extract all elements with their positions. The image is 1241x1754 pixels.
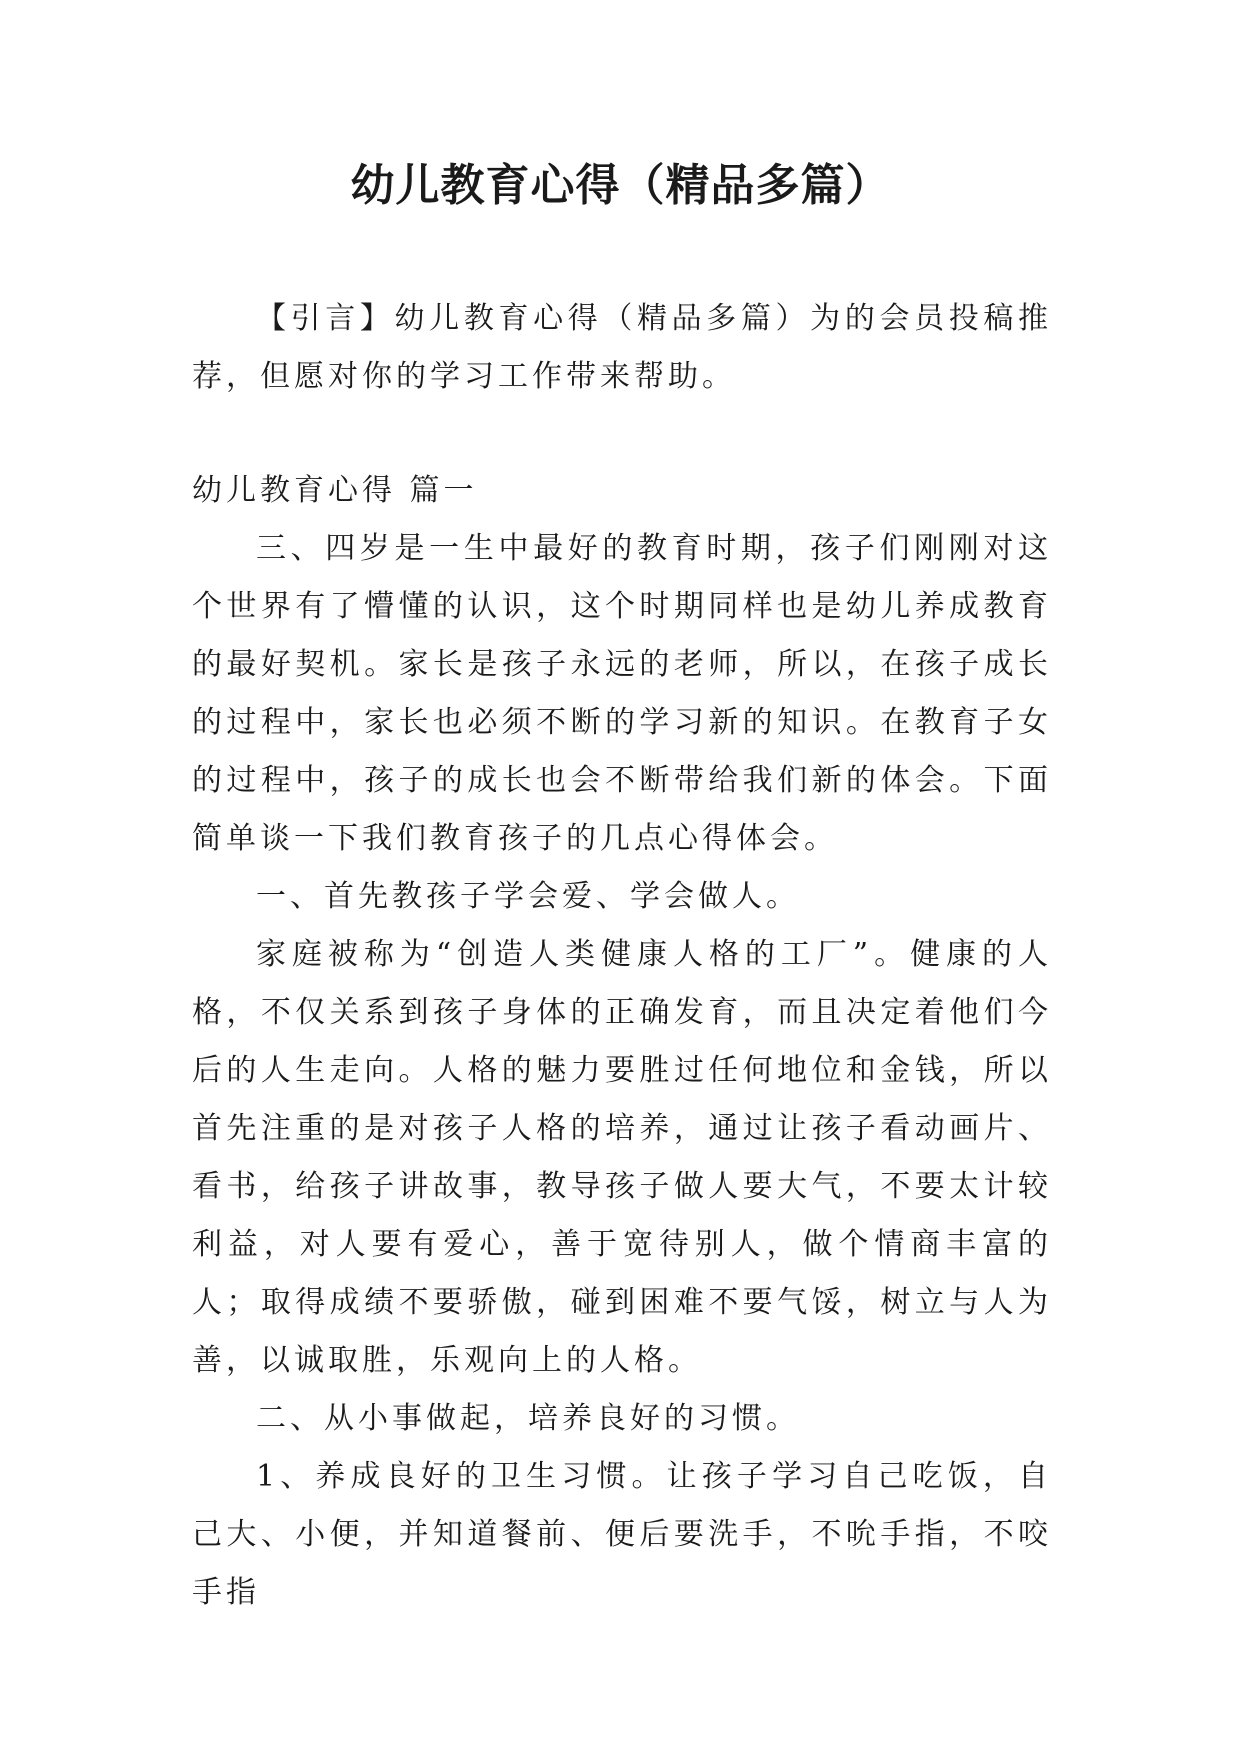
section-heading: 幼儿教育心得 篇一: [192, 473, 478, 508]
intro-paragraph: 【引言】幼儿教育心得（精品多篇）为的会员投稿推荐，但愿对你的学习工作带来帮助。: [192, 301, 1052, 394]
page-title: 幼儿教育心得（精品多篇）: [350, 160, 891, 211]
paragraph-point-one: 一、首先教孩子学会爱、学会做人。: [256, 879, 800, 914]
intro-block: [192, 290, 1052, 406]
paragraph-point-two: 二、从小事做起，培养良好的习惯。: [256, 1401, 800, 1436]
article-body: [192, 462, 1052, 1622]
paragraph-opening: 三、四岁是一生中最好的教育时期，孩子们刚刚对这个世界有了懵懂的认识，这个时期同样也是幼儿养成教育的最好契机。家长是孩子永远的老师，所以，在孩子成长的过程中，家长也必须不断的学习新的知识。在教育子女的过程中，孩子的成长也会不断带给我们新的体会。下面简单谈一下我们教育孩子的几点心得体会。: [192, 531, 1052, 856]
paragraph-hygiene: 1、养成良好的卫生习惯。让孩子学习自己吃饭，自己大、小便，并知道餐前、便后要洗手，不吮手指，不咬手指: [192, 1459, 1052, 1610]
paragraph-personality: 家庭被称为“创造人类健康人格的工厂”。健康的人格，不仅关系到孩子身体的正确发育，而且决定着他们今后的人生走向。人格的魅力要胜过任何地位和金钱，所以首先注重的是对孩子人格的培养，通过让孩子看动画片、看书，给孩子讲故事，教导孩子做人要大气，不要太计较利益，对人要有爱心，善于宽待别人，做个情商丰富的人；取得成绩不要骄傲，碰到困难不要气馁，树立与人为善，以诚取胜，乐观向上的人格。: [192, 937, 1052, 1378]
